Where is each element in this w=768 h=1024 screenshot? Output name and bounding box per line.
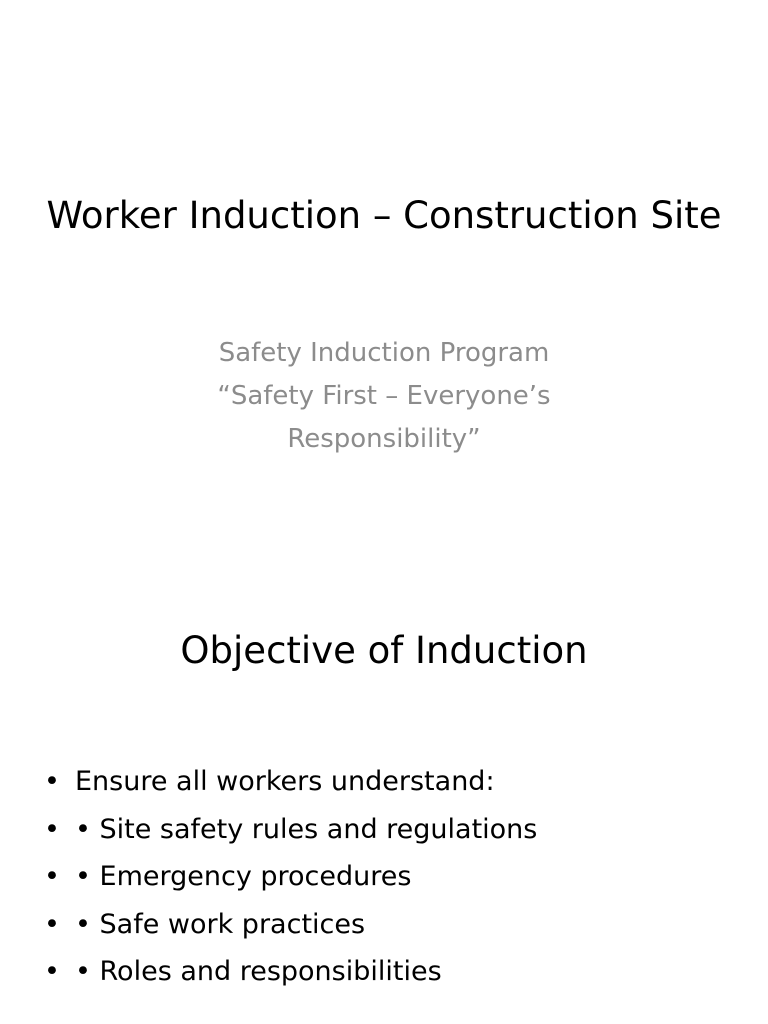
slide-title-heading: Worker Induction – Construction Site (46, 194, 722, 237)
bullet-dot-icon: • (44, 956, 60, 987)
list-item (44, 853, 724, 901)
list-item (44, 806, 724, 854)
bullet-text: • Site safety rules and regulations (75, 813, 538, 845)
objective-bullet-list (44, 758, 724, 996)
list-item (44, 901, 724, 949)
list-item (44, 758, 724, 806)
bullet-text: Ensure all workers understand: (75, 766, 495, 797)
slide-objective-heading: Objective of Induction (180, 629, 588, 672)
bullet-text: • Roles and responsibilities (75, 956, 442, 987)
bullet-dot-icon: • (44, 861, 60, 892)
bullet-dot-icon: • (44, 766, 60, 797)
list-item (44, 948, 724, 996)
bullet-text: • Safe work practices (75, 908, 366, 940)
subtitle-line-program: Safety Induction Program (218, 338, 550, 368)
bullet-dot-icon: • (44, 813, 60, 845)
slide-objective (0, 576, 768, 1024)
slide-subtitle (120, 332, 648, 461)
bullet-text: • Emergency procedures (75, 861, 412, 892)
subtitle-line-slogan: “Safety First – Everyone’s Responsibility” (217, 381, 551, 454)
bullet-dot-icon: • (44, 908, 60, 940)
